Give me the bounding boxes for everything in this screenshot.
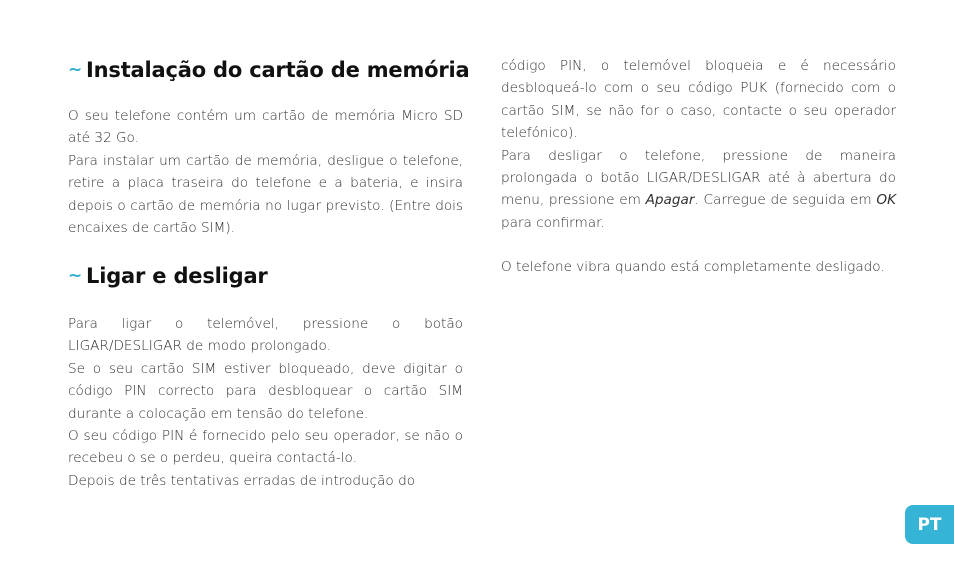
power-paragraph-3: O seu código PIN é fornecido pelo seu operador, se não o recebeu o se o perdeu, queira contactá-lo.: [68, 428, 463, 467]
power-paragraph-6: O telefone vibra quando está completamente desligado.: [501, 259, 885, 276]
memory-card-paragraph-2: Para instalar um cartão de memória, desligue o telefone, retire a placa traseira do telefone e a bateria, e insira depois o cartão de memória no lugar previsto. (Entre dois encaixes de cartão SIM).: [68, 152, 463, 237]
p5-text-3: para confirmar.: [501, 214, 605, 231]
p5-emphasis-ok: OK: [876, 192, 896, 209]
power-heading: [68, 264, 268, 288]
power-paragraph-4-start: Depois de três tentativas erradas de introdução do: [68, 472, 416, 489]
memory-card-body: [68, 105, 463, 239]
power-paragraph-5: [501, 145, 896, 235]
p5-text-1: Para desligar o telefone, pressione de maneira prolongada o botão LIGAR/DESLIGAR até à abertura do menu, pressione em: [501, 147, 896, 209]
tilde-marker: ~: [68, 60, 83, 80]
power-paragraph-2: Se o seu cartão SIM estiver bloqueado, deve digitar o código PIN correcto para desbloquear o cartão SIM durante a colocação em tensão do telefone.: [68, 360, 463, 422]
memory-card-title: Instalação do cartão de memória: [86, 58, 470, 82]
power-paragraph-1: Para ligar o telemóvel, pressione o botão LIGAR/DESLIGAR de modo prolongado.: [68, 316, 463, 355]
power-body-left: [68, 313, 463, 492]
power-paragraph-4-end: código PIN, o telemóvel bloqueia e é necessário desbloqueá-lo com o seu código PUK (fornecido com o cartão SIM, se não for o caso, contacte o seu operador telefónico).: [501, 58, 896, 142]
memory-card-heading: [68, 58, 470, 82]
paragraph-gap: [501, 234, 896, 256]
memory-card-paragraph-1: O seu telefone contém um cartão de memória Micro SD até 32 Go.: [68, 108, 463, 147]
right-column: [501, 55, 896, 279]
tilde-marker: ~: [68, 266, 83, 286]
language-badge: PT: [905, 505, 954, 544]
p5-text-2: . Carregue de seguida em: [694, 192, 877, 209]
p5-emphasis-apagar: Apagar: [645, 192, 695, 209]
power-title: Ligar e desligar: [86, 264, 268, 288]
